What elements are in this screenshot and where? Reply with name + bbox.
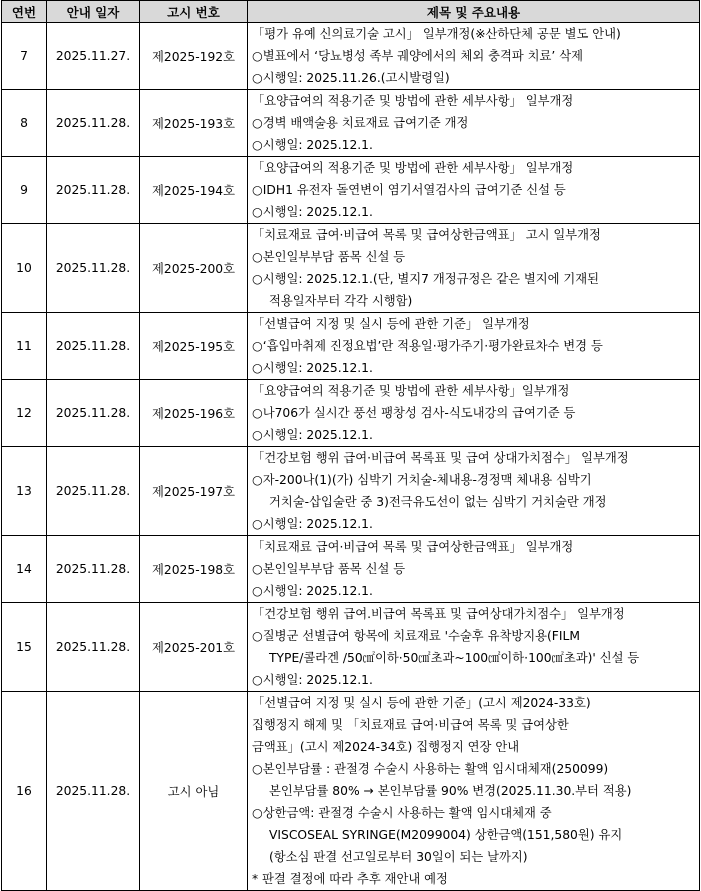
content-continuation: TYPE/콜라겐 /50㎠이하·50㎠초과~100㎠이하·100㎠초과)' 신설 등 [269, 651, 640, 665]
row-date: 2025.11.28. [47, 313, 140, 380]
content-title: 「평가 유예 신의료기술 고시」 일부개정(※산하단체 공문 별도 안내) [252, 27, 621, 41]
row-notice-number: 제2025-201호 [140, 603, 248, 692]
content-title: 「치료재료 급여·비급여 목록 및 급여상한금액표」 일부개정 [252, 540, 574, 554]
content-effective-date: ○시행일: 2025.12.1. [252, 584, 373, 598]
notice-table [1, 0, 700, 891]
table-row [2, 603, 700, 692]
row-date: 2025.11.28. [47, 536, 140, 603]
content-effective-date: ○시행일: 2025.12.1. [252, 361, 373, 375]
table-row [2, 313, 700, 380]
content-effective-date: ○시행일: 2025.12.1. [252, 138, 373, 152]
header-no: 연번 [2, 1, 47, 23]
content-item: ○질병군 선별급여 항목에 치료재료 '수술후 유착방지용(FILM [252, 629, 580, 643]
content-effective-date: ○시행일: 2025.12.1.(단, 별지7 개정규정은 같은 별지에 기재된 [252, 272, 600, 286]
row-no: 8 [2, 90, 47, 157]
content-continuation: 적용일자부터 각각 시행함) [269, 294, 413, 308]
content-title: 「선별급여 지정 및 실시 등에 관한 기준」 일부개정 [252, 317, 530, 331]
content-effective-date: ○시행일: 2025.12.1. [252, 205, 373, 219]
content-continuation: 거치술-삽입술란 중 3)전극유도선이 없는 심박기 거치술란 개정 [269, 495, 607, 509]
row-no: 11 [2, 313, 47, 380]
content-item: ○경벽 배액술용 치료재료 급여기준 개정 [252, 116, 469, 130]
content-item: ○‘흡입마취제 진정요법’란 적용일·평가주기·평가완료차수 변경 등 [252, 339, 603, 353]
row-date: 2025.11.27. [47, 23, 140, 90]
table-row [2, 692, 700, 891]
row-content [248, 90, 700, 157]
content-item: ○자-200나(1)(가) 심박기 거치술-체내용-경정맥 체내용 심박기 [252, 473, 592, 487]
row-date: 2025.11.28. [47, 447, 140, 536]
content-item: ○본인부담률 : 관절경 수술시 사용하는 활액 임시대체재(250099) [252, 762, 609, 776]
row-content [248, 224, 700, 313]
row-no: 7 [2, 23, 47, 90]
row-content [248, 447, 700, 536]
row-date: 2025.11.28. [47, 90, 140, 157]
row-notice-number: 제2025-194호 [140, 157, 248, 224]
row-date: 2025.11.28. [47, 603, 140, 692]
content-effective-date: ○시행일: 2025.11.26.(고시발령일) [252, 71, 450, 85]
header-title-content: 제목 및 주요내용 [248, 1, 700, 23]
content-title: 「요양급여의 적용기준 및 방법에 관한 세부사항」 일부개정 [252, 161, 574, 175]
row-date: 2025.11.28. [47, 157, 140, 224]
row-no: 12 [2, 380, 47, 447]
row-date: 2025.11.28. [47, 380, 140, 447]
content-item: ○별표에서 ‘당뇨병성 족부 궤양에서의 체외 충격파 치료’ 삭제 [252, 49, 584, 63]
content-note: * 판결 결정에 따라 추후 재안내 예정 [252, 872, 448, 886]
content-title-continuation: 금액표」(고시 제2024-34호) 집행정지 연장 안내 [252, 740, 520, 754]
table-row [2, 224, 700, 313]
row-notice-number: 제2025-197호 [140, 447, 248, 536]
row-notice-number: 제2025-200호 [140, 224, 248, 313]
content-title: 「건강보험 행위 급여·비급여 목록표 및 급여 상대가치점수」 일부개정 [252, 451, 629, 465]
table-row [2, 90, 700, 157]
row-notice-number: 제2025-198호 [140, 536, 248, 603]
table-row [2, 157, 700, 224]
row-date: 2025.11.28. [47, 692, 140, 891]
table-row [2, 447, 700, 536]
content-item: ○IDH1 유전자 돌연변이 염기서열검사의 급여기준 신설 등 [252, 183, 566, 197]
content-title-continuation: 집행정지 해제 및 「치료재료 급여·비급여 목록 및 급여상한 [252, 718, 569, 732]
content-title: 「요양급여의 적용기준 및 방법에 관한 세부사항」일부개정 [252, 384, 570, 398]
row-content [248, 157, 700, 224]
row-notice-number: 제2025-192호 [140, 23, 248, 90]
content-title: 「선별급여 지정 및 실시 등에 관한 기준」(고시 제2024-33호) [252, 696, 591, 710]
row-no: 13 [2, 447, 47, 536]
row-notice-number: 제2025-196호 [140, 380, 248, 447]
row-no: 10 [2, 224, 47, 313]
table-row [2, 380, 700, 447]
content-item: ○상한금액: 관절경 수술시 사용하는 활액 임시대체재 중 [252, 806, 552, 820]
table-row [2, 23, 700, 90]
row-notice-number: 고시 아님 [140, 692, 248, 891]
row-content [248, 313, 700, 380]
header-date: 안내 일자 [47, 1, 140, 23]
content-title: 「요양급여의 적용기준 및 방법에 관한 세부사항」 일부개정 [252, 94, 574, 108]
row-notice-number: 제2025-193호 [140, 90, 248, 157]
content-continuation: VISCOSEAL SYRINGE(M2099004) 상한금액(151,580원) 유지 [269, 828, 623, 842]
content-item: ○본인일부부담 품목 신설 등 [252, 250, 406, 264]
content-continuation: (항소심 판결 선고일로부터 30일이 되는 날까지) [269, 850, 528, 864]
content-title: 「치료재료 급여·비급여 목록 및 급여상한금액표」 고시 일부개정 [252, 228, 601, 242]
row-no: 15 [2, 603, 47, 692]
content-effective-date: ○시행일: 2025.12.1. [252, 517, 373, 531]
content-title: 「건강보험 행위 급여.비급여 목록표 및 급여상대가치점수」 일부개정 [252, 607, 625, 621]
row-no: 16 [2, 692, 47, 891]
table-row [2, 536, 700, 603]
header-row [2, 1, 700, 23]
content-continuation: 본인부담률 80% → 본인부담률 90% 변경(2025.11.30.부터 적용) [269, 784, 632, 798]
row-content [248, 692, 700, 891]
content-item: ○본인일부부담 품목 신설 등 [252, 562, 406, 576]
row-content [248, 380, 700, 447]
row-no: 14 [2, 536, 47, 603]
row-no: 9 [2, 157, 47, 224]
content-effective-date: ○시행일: 2025.12.1. [252, 673, 373, 687]
row-date: 2025.11.28. [47, 224, 140, 313]
content-item: ○나706가 실시간 풍선 팽창성 검사-식도내강의 급여기준 등 [252, 406, 576, 420]
row-notice-number: 제2025-195호 [140, 313, 248, 380]
row-content [248, 603, 700, 692]
content-effective-date: ○시행일: 2025.12.1. [252, 428, 373, 442]
header-notice-number: 고시 번호 [140, 1, 248, 23]
row-content [248, 23, 700, 90]
row-content [248, 536, 700, 603]
